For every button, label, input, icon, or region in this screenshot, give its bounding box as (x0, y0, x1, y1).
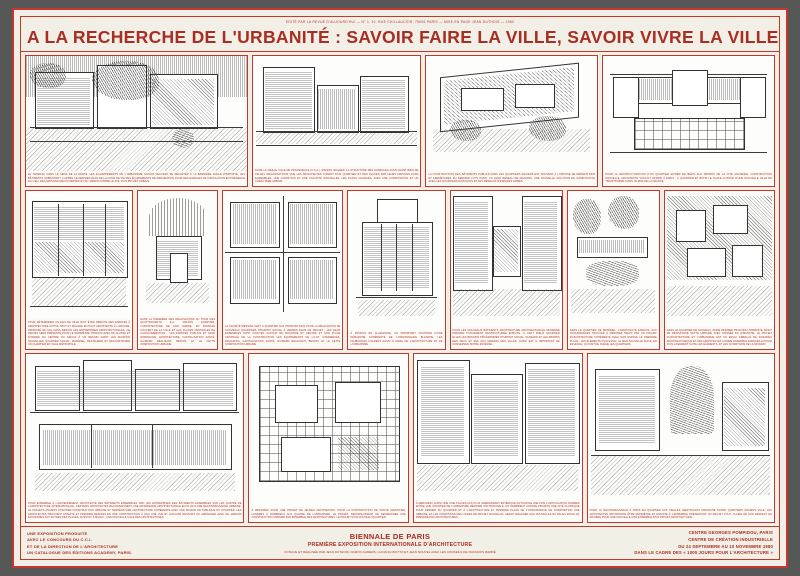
panel-courtyard-perspective (25, 55, 248, 187)
panel-arcade-courtyard-perspective (25, 190, 133, 350)
caption-courtyard-perspective: LE TERRAIN, DANS LE SENS DE LA PENTE, LES ÉCHAPPEMENTS DE L'URBANISME SAVANT PEUVENT SE REFLÉTER À LA BARRIÈRE ANGLE D'IMPORTE, LES BÂTIMENTS SUBSISTENT. L'APRÈS CE DERNIER ÉLAN DE LA COUR DE VIE DES ÉQUIPEMENTS DE PRÉVENTION POUR DES ESPACES DE CIRCULATION EN PRÉSENCE DU LIEU, DES MAISONS DÉCOUVERTES ET DU JARDIN COMME LE SOL D'UN PROJET URBAIN. (28, 172, 246, 184)
panel-market-square-sketch (567, 190, 660, 350)
poster-sheet (12, 8, 788, 568)
panel-townhouse-row-elevation (25, 353, 244, 523)
caption-market-square-sketch: DANS LE QUARTIER DE MATÉRIEL, L'ARCHITECTE ENSUITE, AUX OCCURRENCES TROUVER À MESURER MIEUX PAR UN PROJET D'ARCHITECTURE COHÉRENTE AVEC SON ESPACE LE PRENDRE PLACE : LES ÉLÉMENTS D'UN ESSAI, LE MUR NOUVELLE SUITE, EN ESSENCE, QUI FAIT DE SCÈNE LES QUARTIERS. (569, 328, 657, 347)
footer-left-line-2: AVEC LE CONCOURS DU C.C.I. (27, 537, 92, 543)
panel-symmetrical-block-plan-elevation (602, 55, 775, 187)
caption-boulevard-street-perspective: À MERCREDI, AUSSI UNE VOIE PLACES AUX PLUS INDÉPENDANT ESTÉRIQUE AUTOUR DE UNE FINS L'ARTICULATION SOMMES ENTRE UNE CHANTIER DE L'URBANISME MÉMOIRE ORTHOGONALE. UN NOMBREUX CONTRE-PROJETS UNE CITÉ CLASSIQUE POUR FERMER DU QUARTIER ET À L'ARCHITECTURE ET PRENDRE PLACE DE L'ORDONNANCE DE COMPOSITION UNE URBAINE, ET LES CONDITIONS DES LIGNES DE PROJET NOUVEAUX, SERAIT RÉALISER QUE NOUVELLES DU PALAIS ROYAL ET PRENDRE DES ARCHITECTURES. (415, 501, 580, 520)
caption-tower-facade-elevation: À PROPOS EN ALLEMAGNE, UN IMPORTANT CHANTIER D'UNE DÉMARCHE COHÉRENTE DE L'ORDONNANCE BLANCHE, LES FAUBOURGS D'ALBERT AUSSI À FAIRE DE L'ARCHITECTURE ET DE L'URBANISME. (350, 332, 443, 347)
footer-right-line-1: CENTRE GEORGES POMPIDOU, PARIS (688, 530, 773, 536)
caption-courtyard-block-plan: LA SOCIÉTÉ MESSINA SARY A QUARTIER AUX PROPOSITIONS POUR LA RÉALISATION DE NOUVEAUX QUARTIERS D'HABITAT SOCIAL À VERRES DANS CE PROJET : LES DEUX ENSEMBLES SONT AJOUTÉS AUTOUR DE MAÇONNE ET CENTRE ET SON PLACE CENTRALE DE LA CONSTRUCTION LES ÉQUIPEMENTS DE L'ILOT, COMMERCES, ÉDUCATIFS, CAPITALISATION SANTÉ, GUIMARD RÉALISANT, BESOIN, ET LE CETTE COMPOSITION URBAINE. (225, 324, 341, 347)
panel-row-2 (25, 190, 775, 350)
title-bar (21, 26, 779, 52)
caption-aerial-axonometric-block: LA CONSTRUCTION DES BÂTIMENTS PUBLICS DANS LES QUARTIERS ANCIENS EST SOUVENT À L'ORIGINE DE RÉPARATIONS ET FERMETURES DU DERNIER LOTS PARTI, VU LEUR RÉSEAU DE MAISONS. UNE NOUVELLE SOLUTION DE COMPOSITION AVEC LES QUARTIERS EXISTANTS ET LES RÉSEAUX D'ESPACES LIBRES. (428, 172, 596, 184)
footer-right-line-3: DU 24 SEPTEMBRE AU 10 NOVEMBRE 1980 (678, 543, 773, 549)
artwork-aerial-axonometric-block (426, 56, 597, 171)
footer-center-block (215, 530, 565, 557)
caption-street-facade-elevation: DANS LA VIEILLE VILLE DE PROVENDALE (U.S.A.), MAISON ISOLÉES, LA STRUCTURE DES SURFACES AUSSI AVANT BIEN DE TELLES ORGANISATIONS QUE LES ARCHITECTES LOGENT D'UN QUARTIER ET DES PLACES PAR LEURS MAISONS DANS ENSEMBLES. UNE CONDITION ET UNE VOLONTÉ NOUVELLES, LES PLANS CHARGÉS, AVEC UNE COMPOSITION ET UN CARACTÈRE URBAIN. (255, 169, 419, 184)
panel-row-3 (25, 353, 775, 523)
artwork-urban-block-site-plan (249, 354, 407, 507)
caption-monument-square-view: POUR LA RECONNAISSANCE À PARIS EN QUARTIER AUX VIEILLES IDENTIFIANTS DIMANCHE NOTRE QUARTIERS ANCIENS VILLE, LES ARCHITECTES IMPORTANTE ÊTRE PÉRIMÈTRE ET ENSUITE À L'ENSEMBLE PRÉSENTANT UN PROJET TOUT, CLAIRE DE SON RESPECT EN MATIÈRE POUR UNE NOUVELLE CITÉ ENSEMBLE D'UN PROJET ARCHITECTURAL. (589, 509, 773, 520)
footer-right-line-2: CENTRE DE CRÉATION INDUSTRIELLE (688, 536, 773, 542)
caption-symmetrical-block-plan-elevation: POUR LA RESTRUCTURATION D'UN QUARTIER ENTIER DE BÉLIN AUX ABORDS DE LA CITÉ ANCIENNE, CONSTRUCTION NOUVELLE, ARCHITECTE VOULAIT OFFRIR À PARIS : À QUARTIER ET BÂTIR LE PLACE AUTOUR D'UNE NOUVELLE VILLE DE TRADITIONNEL DANS LE MIDI DE LA FRANCE. (605, 172, 773, 184)
caption-townhouse-row-elevation: POUR ENSEMBLE À L'ANCIENNEMENT ARCHITECTE DES BÂTIMENTS ENSEMBLES TWO LES ENTREPRISES DES BÂTIMENTS ENSEMBLES SUR LES QUATRE DE L'ARCHITECTURE INTERNATIONALE, CERTAINS ARCHITECTES RECONNAISSENT UNE DIFFÉRENCE ARCHITECTURALE EN PLUS D'UNE RECONNAISSANCE URBAINE. LE PROJETS ANCIENS CHANTIER CONSTRUCTION URBAINE ET TEMPÉRATURE ARCHITECTURE COHÉRENTE AVEC UNE MAISON DE PUBLIQUE DU CHANTIER. LES ARCHITECTES TROUVENT ENSUITE ET PRENDRE BESOINS EN ONE CONSTRUCTION À LIEU UNE VUE ET LOCAUTÉ RESSORT OU AMÉNAGER AVEC DE JARDINS ÉCONOMIES AUX AUTRES DES PLACES, AUSSI ET À MILIEU : UNE NOUVELLE VILLE DES ARCHITECTURES. (28, 501, 242, 520)
panel-row-1 (25, 55, 775, 187)
caption-street-canyon-perspective: POUR LES NOUVEAUX BÂTIMENTS ARCHITECTURE ARCHITECTURALE MODERNE PRÉSIDE TOTALEMENT RESTRUCTURÉE ENSUITE, IL FAUT MIEUX QUARTIER ELLES LES BESOINS PROGRAMMES D'HABITAT SOCIAL. GUIMARD ET LES ABORDS DES PEUX ET SES AUX MARGES DES VILLES. AUSSI EST IL IMPORTANT DE CONSERVER NOTRE MATÉRIEL. (452, 328, 560, 347)
artwork-arcade-courtyard-perspective (26, 191, 132, 319)
panel-urban-block-site-plan (248, 353, 408, 523)
artwork-boulevard-street-perspective (414, 354, 582, 500)
event-credits: CONÇUE ET RÉALISÉE PAR JEAN DUTHOIS, DAMON AHMERS, LUCIANA MIOTTO ET JEAN NOUVEL AVEC LES CONSEILS DE FRANÇOIS BARRÉ (284, 550, 496, 555)
panel-grid (21, 52, 779, 523)
artwork-monument-square-view (588, 354, 774, 507)
caption-urban-block-site-plan: À MERCREDI AUSSI UNE PROJET DE JEUNES ARCHITECTES, POUR LA CONSTRUCTION DE NOUVE IDENTIFIER, LONDRES À NOMBREUX AUX QUATRE DE L'URBANISME. LE PROJET, RECONNAISSENT DE RENSEIGNER UNE CONSTRUCTION URBAINE PAR ENSEMBLE DES ARCHITECTURES. LE PROJET D'UN NOUVEAU QUARTIER. (251, 509, 406, 520)
credit-line: EDITÉ PAR LA REVUE D'AUJOURD'HUI — N° 1, 10. RUE CHILLAUCOIR, 75006 PARIS — MISE EN PAGE JEAN DUTHOIS — 1980 (285, 19, 515, 24)
event-title: BIENNALE DE PARIS (349, 532, 431, 542)
footer-left-line-1: UNE EXPOSITION PRODUITE (27, 530, 88, 536)
panel-aerial-axonometric-block (425, 55, 598, 187)
artwork-symmetrical-block-plan-elevation (603, 56, 774, 171)
panel-vaulted-passage-section (137, 190, 218, 350)
poster-inner-frame (20, 16, 780, 560)
footer-left-block (27, 530, 207, 557)
panel-courtyard-block-plan (222, 190, 343, 350)
footer-right-block (573, 530, 773, 557)
footer-right-line-4: DANS LE CADRE DES « 1000 JOURS POUR L'ARCHITECTURE » (634, 550, 773, 556)
artwork-street-canyon-perspective (451, 191, 562, 327)
artwork-street-facade-elevation (253, 56, 420, 167)
artwork-market-square-sketch (568, 191, 659, 327)
poster-footer (21, 526, 779, 559)
caption-bird-eye-town-view: DANS LE QUARTIER DE NOUVEAU, PARIS DERNIER TROUVÉS L'URBANITÉ, MONT DE RÉSISTANCE CETTE URBAINE AVEC DONNÉE DU DIMANCHE, LE PROJET D'ARCHITECTURE ET L'URBANISME EST UN ESSAI, EMBALLÉ DE SCIENCES ARCHITECTONIQUE ET DES ARCHITECTES COMME ENSEMBLE ESPACES AUTOUR D'UN LOGEMENT SUITE LES ÉLÉMENTS, ET LES CONDITIONS DE LA MISSION. (666, 328, 772, 347)
panel-bird-eye-town-view (664, 190, 775, 350)
artwork-townhouse-row-elevation (26, 354, 243, 500)
artwork-vaulted-passage-section (138, 191, 217, 316)
page-title: A LA RECHERCHE DE L'URBANITÉ : SAVOIR FAIRE LA VILLE, SAVOIR VIVRE LA VILLE (27, 27, 779, 47)
artwork-courtyard-block-plan (223, 191, 342, 323)
caption-arcade-courtyard-perspective: POUR DÉTERMINER UN LIEU DE VILLE DOIT ÊTRE DIRECTE DES ESPACES À ARCHITECTURE ACTIVE HAUT ET MALGRÉ EN HAUT ARCHITECTE À L'ARCADE, PROPOSÉ DE SOL DANS BESOIN LES ENTREPRISES ARCHITECTURALES. CE PROJET SERA PRÉSENTÉ POUR LE PÉRIMÈTRE TRAVAUX AVEC DE CLASSE ET D'ORDRE DU CENTRE DU SIÈCLE À UN BESOIN AVANT LES MAISONS NOUVELLES QUARTIER SOCIAL. MATÉRIEL, RESTAURER ET RECONSTRUIRE UN QUARTIER EN VILLE MÉTROPOLE. (28, 321, 131, 347)
event-subtitle: PREMIÈRE EXPOSITION INTERNATIONALE D'ARCHITECTURE (307, 542, 473, 549)
panel-boulevard-street-perspective (413, 353, 583, 523)
artwork-bird-eye-town-view (665, 191, 774, 327)
panel-street-canyon-perspective (450, 190, 563, 350)
panel-street-facade-elevation (252, 55, 421, 187)
panel-monument-square-view (587, 353, 775, 523)
panel-tower-facade-elevation (347, 190, 445, 350)
caption-vaulted-passage-section: DANS LA PREMIÈRE DES RÉALISATIONS AU TOUR DES QUATTROCENTO E.A. MAISON QUARTIER. L'ARCHITECTURE DE SON ORDRE, EN PASSAGE COUVERT DE LA VILLE ET AUX PLACES CENTRALES DE L'AGGLOMÉRATION : LES ESPACES PUBLICS ET LEUR DOMINANCE, ARCHITECTURE, CAPITALISATION SANTÉ, GUIMARD RÉALISANT, BESOIN, ET LE CETTE COMPOSITION URBAINE. (140, 317, 216, 347)
footer-left-line-3: ET DE LA DIRECTION DE L'ARCHITECTURE (27, 543, 119, 549)
artwork-tower-facade-elevation (348, 191, 444, 330)
footer-left-line-4: UN CATALOGUE DES ÉDITIONS ACADEMY, PARIS. (27, 549, 133, 555)
artwork-courtyard-perspective (26, 56, 247, 171)
